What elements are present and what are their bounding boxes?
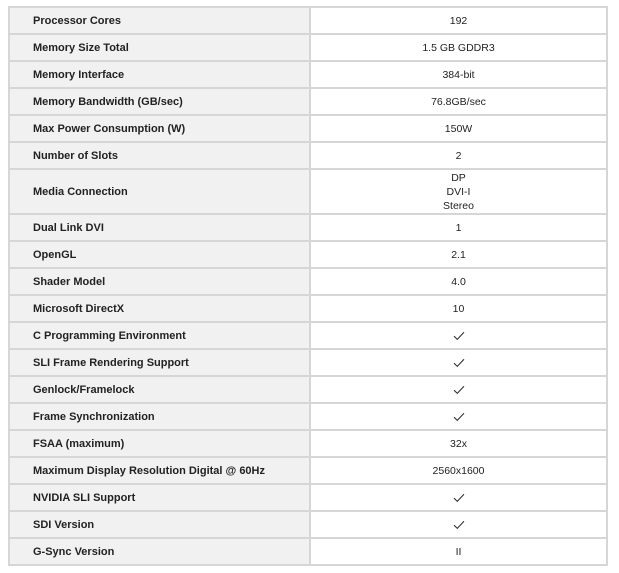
- media-connection-dp: DP: [451, 171, 466, 184]
- checkmark-icon: [453, 493, 465, 503]
- media-connection-dvi: DVI-I: [446, 185, 471, 198]
- spec-label: C Programming Environment: [9, 322, 310, 349]
- spec-value: 4.0: [310, 268, 607, 295]
- spec-value: 1.5 GB GDDR3: [310, 34, 607, 61]
- spec-row-memory-bandwidth: [9, 88, 607, 115]
- spec-value: 384-bit: [310, 61, 607, 88]
- checkmark-icon: [453, 412, 465, 422]
- spec-label: Number of Slots: [9, 142, 310, 169]
- spec-label: Max Power Consumption (W): [9, 115, 310, 142]
- spec-value: 10: [310, 295, 607, 322]
- spec-label: Maximum Display Resolution Digital @ 60Hz: [9, 457, 310, 484]
- checkmark-icon: [453, 520, 465, 530]
- spec-value: [310, 484, 607, 511]
- spec-value: [310, 322, 607, 349]
- spec-label: Memory Interface: [9, 61, 310, 88]
- spec-row-media-connection: [9, 169, 607, 214]
- spec-value: [310, 169, 607, 214]
- spec-label: SLI Frame Rendering Support: [9, 349, 310, 376]
- spec-row-max-resolution: [9, 457, 607, 484]
- checkmark-icon: [453, 358, 465, 368]
- spec-label: Microsoft DirectX: [9, 295, 310, 322]
- spec-label: SDI Version: [9, 511, 310, 538]
- spec-value: 1: [310, 214, 607, 241]
- spec-label: G-Sync Version: [9, 538, 310, 565]
- spec-value: II: [310, 538, 607, 565]
- spec-label: OpenGL: [9, 241, 310, 268]
- spec-row-dual-link-dvi: [9, 214, 607, 241]
- spec-row-sdi-version: [9, 511, 607, 538]
- spec-row-memory-size: [9, 34, 607, 61]
- spec-value: 2: [310, 142, 607, 169]
- spec-row-nvidia-sli: [9, 484, 607, 511]
- spec-row-c-programming: [9, 322, 607, 349]
- media-connection-stereo: Stereo: [443, 199, 474, 212]
- spec-value: 2.1: [310, 241, 607, 268]
- spec-value: [310, 511, 607, 538]
- spec-label: Processor Cores: [9, 7, 310, 34]
- checkmark-icon: [453, 331, 465, 341]
- spec-row-max-power: [9, 115, 607, 142]
- spec-value: 32x: [310, 430, 607, 457]
- spec-row-opengl: [9, 241, 607, 268]
- spec-row-memory-interface: [9, 61, 607, 88]
- spec-label: FSAA (maximum): [9, 430, 310, 457]
- spec-row-genlock: [9, 376, 607, 403]
- spec-label: Memory Bandwidth (GB/sec): [9, 88, 310, 115]
- spec-value: [310, 376, 607, 403]
- spec-table: [8, 6, 608, 566]
- spec-row-directx: [9, 295, 607, 322]
- spec-label: Shader Model: [9, 268, 310, 295]
- spec-value: [310, 349, 607, 376]
- spec-row-shader-model: [9, 268, 607, 295]
- spec-value: 150W: [310, 115, 607, 142]
- checkmark-icon: [453, 385, 465, 395]
- spec-label: Media Connection: [9, 169, 310, 214]
- spec-row-sli-frame-rendering: [9, 349, 607, 376]
- spec-label: NVIDIA SLI Support: [9, 484, 310, 511]
- spec-value: 76.8GB/sec: [310, 88, 607, 115]
- spec-row-frame-sync: [9, 403, 607, 430]
- spec-value: 2560x1600: [310, 457, 607, 484]
- spec-label: Memory Size Total: [9, 34, 310, 61]
- spec-value: [310, 403, 607, 430]
- spec-row-processor-cores: [9, 7, 607, 34]
- spec-label: Dual Link DVI: [9, 214, 310, 241]
- spec-row-gsync-version: [9, 538, 607, 565]
- spec-label: Genlock/Framelock: [9, 376, 310, 403]
- spec-value: 192: [310, 7, 607, 34]
- spec-row-number-of-slots: [9, 142, 607, 169]
- spec-row-fsaa: [9, 430, 607, 457]
- spec-label: Frame Synchronization: [9, 403, 310, 430]
